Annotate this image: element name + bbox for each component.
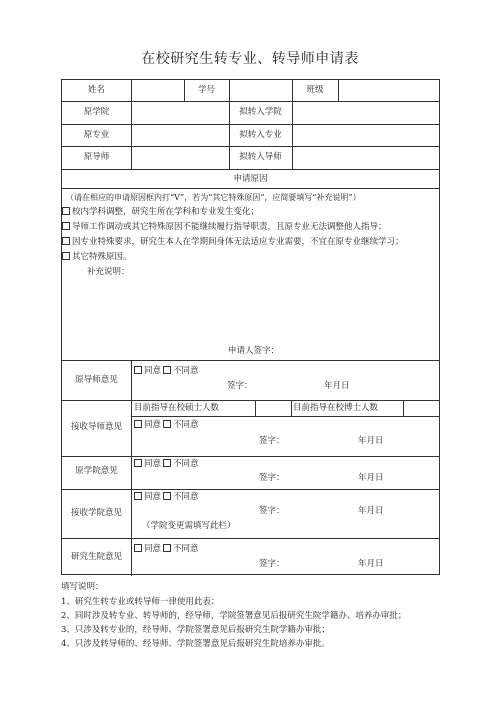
opinion-options[interactable] bbox=[134, 544, 199, 555]
date-label: 年月日 bbox=[358, 506, 384, 516]
application-form-table bbox=[61, 79, 440, 575]
orig-college-label: 原学院 bbox=[83, 107, 110, 117]
orig-major-field[interactable] bbox=[132, 130, 228, 141]
student-id-label: 学号 bbox=[197, 85, 215, 95]
row-divider bbox=[62, 360, 439, 361]
disagree-checkbox[interactable] bbox=[163, 366, 171, 374]
agree-checkbox[interactable] bbox=[134, 459, 142, 467]
row-divider bbox=[62, 456, 439, 457]
disagree-text: 不同意 bbox=[173, 492, 199, 502]
row-divider bbox=[62, 400, 439, 401]
agree-text: 同意 bbox=[144, 459, 162, 469]
checkbox[interactable] bbox=[62, 207, 70, 215]
row-divider bbox=[62, 146, 439, 147]
row-divider bbox=[62, 124, 439, 125]
agree-text: 同意 bbox=[144, 544, 162, 554]
opinion-options[interactable] bbox=[134, 459, 199, 470]
disagree-text: 不同意 bbox=[173, 544, 199, 554]
recv-college-opinion-label: 接收学院意见 bbox=[70, 508, 122, 518]
masters-count-label: 目前指导在校硕士人数 bbox=[134, 403, 220, 413]
to-major-label: 拟转入专业 bbox=[239, 130, 282, 140]
reason-option[interactable] bbox=[62, 222, 387, 233]
agree-checkbox[interactable] bbox=[134, 544, 142, 552]
note-item: 2、同时涉及转专业、转导师的，经导师，学院签署意见后报研究生院学籍办、培养办审批； bbox=[61, 611, 407, 621]
to-college-label: 拟转入学院 bbox=[239, 107, 282, 117]
row-divider bbox=[62, 101, 439, 102]
row-divider bbox=[62, 169, 439, 170]
disagree-checkbox[interactable] bbox=[163, 544, 171, 552]
col-divider bbox=[291, 400, 292, 416]
agree-text: 同意 bbox=[144, 366, 162, 376]
disagree-text: 不同意 bbox=[173, 459, 199, 469]
class-label: 班级 bbox=[306, 85, 324, 95]
orig-advisor-opinion-label: 原导师意见 bbox=[75, 375, 118, 385]
checkbox[interactable] bbox=[62, 237, 70, 245]
disagree-checkbox[interactable] bbox=[163, 459, 171, 467]
orig-major-label: 原专业 bbox=[83, 130, 110, 140]
opinion-options[interactable] bbox=[134, 366, 199, 377]
reason-option[interactable] bbox=[62, 207, 259, 218]
applicant-sign-label: 申请人签字： bbox=[228, 346, 280, 356]
agree-checkbox[interactable] bbox=[134, 420, 142, 428]
supplement-area[interactable] bbox=[87, 280, 427, 340]
opinion-options[interactable] bbox=[134, 492, 199, 503]
note-item: 4、只涉及转导师的、经导师、学院签署意见后报研究生院培养办审批。 bbox=[61, 639, 330, 649]
disagree-text: 不同意 bbox=[173, 366, 199, 376]
to-advisor-field[interactable] bbox=[293, 152, 438, 163]
masters-count-field[interactable] bbox=[256, 403, 290, 414]
opinion-options[interactable] bbox=[134, 420, 199, 431]
note-item: 3、只涉及转专业的，经导师、学院签署意见后报研究生院学籍办审批； bbox=[61, 625, 330, 635]
reason-option-text: 因专业特殊要求，研究生本人在学期间身体无法适应专业需要，不宜在原专业继续学习； bbox=[72, 237, 404, 247]
student-id-field[interactable] bbox=[230, 85, 291, 96]
orig-advisor-label: 原导师 bbox=[83, 152, 110, 162]
recv-advisor-opinion-label: 接收导师意见 bbox=[70, 422, 122, 432]
reason-option-text: 其它特殊原因。 bbox=[72, 252, 132, 262]
agree-text: 同意 bbox=[144, 492, 162, 502]
form-title: 在校研究生转专业、转导师申请表 bbox=[141, 51, 359, 67]
row-divider bbox=[62, 188, 439, 189]
disagree-text: 不同意 bbox=[173, 420, 199, 430]
to-advisor-label: 拟转入导师 bbox=[239, 152, 282, 162]
sign-label: 签字： bbox=[259, 436, 285, 446]
phd-count-field[interactable] bbox=[404, 403, 438, 414]
reason-option-text: 校内学科调整，研究生所在学科和专业发生变化； bbox=[72, 207, 260, 217]
reason-header: 申请原因 bbox=[233, 174, 268, 184]
college-change-note: （学院变更需填写此栏） bbox=[142, 521, 236, 531]
phd-count-label: 目前指导在校博士人数 bbox=[293, 403, 379, 413]
date-label: 年月日 bbox=[358, 436, 384, 446]
disagree-checkbox[interactable] bbox=[163, 420, 171, 428]
supplement-label: 补充说明： bbox=[87, 267, 130, 277]
grad-school-opinion-label: 研究生院意见 bbox=[70, 552, 122, 562]
date-label: 年月日 bbox=[324, 381, 350, 391]
sign-label: 签字： bbox=[259, 473, 285, 483]
agree-checkbox[interactable] bbox=[134, 492, 142, 500]
to-college-field[interactable] bbox=[293, 107, 438, 118]
agree-text: 同意 bbox=[144, 420, 162, 430]
reason-option[interactable] bbox=[62, 252, 132, 263]
name-label: 姓名 bbox=[87, 85, 105, 95]
row-divider bbox=[62, 489, 439, 490]
to-major-field[interactable] bbox=[293, 130, 438, 141]
checkbox[interactable] bbox=[62, 222, 70, 230]
reason-instruction: （请在相应的申请原因框内打“V”，若为“其它特殊原因”，应简要填写“补充说明”） bbox=[66, 193, 361, 202]
notes-title: 填写说明： bbox=[61, 582, 104, 592]
agree-checkbox[interactable] bbox=[134, 366, 142, 374]
row-divider bbox=[131, 416, 439, 417]
checkbox[interactable] bbox=[62, 252, 70, 260]
orig-college-opinion-label: 原学院意见 bbox=[75, 466, 118, 476]
date-label: 年月日 bbox=[358, 559, 384, 569]
class-field[interactable] bbox=[339, 85, 438, 96]
name-field[interactable] bbox=[132, 85, 183, 96]
date-label: 年月日 bbox=[358, 473, 384, 483]
note-item: 1、研究生转专业或转导师一律使用此表； bbox=[61, 597, 220, 607]
sign-label: 签字： bbox=[259, 559, 285, 569]
sign-label: 签字： bbox=[259, 506, 285, 516]
sign-label: 签字： bbox=[227, 381, 253, 391]
row-divider bbox=[62, 538, 439, 539]
orig-advisor-field[interactable] bbox=[132, 152, 228, 163]
col-divider bbox=[131, 360, 132, 576]
orig-college-field[interactable] bbox=[132, 107, 228, 118]
reason-option-text: 导师工作调动或其它特殊原因不能继续履行指导职责，且原专业无法调整他人指导； bbox=[72, 222, 387, 232]
disagree-checkbox[interactable] bbox=[163, 492, 171, 500]
reason-option[interactable] bbox=[62, 237, 404, 248]
